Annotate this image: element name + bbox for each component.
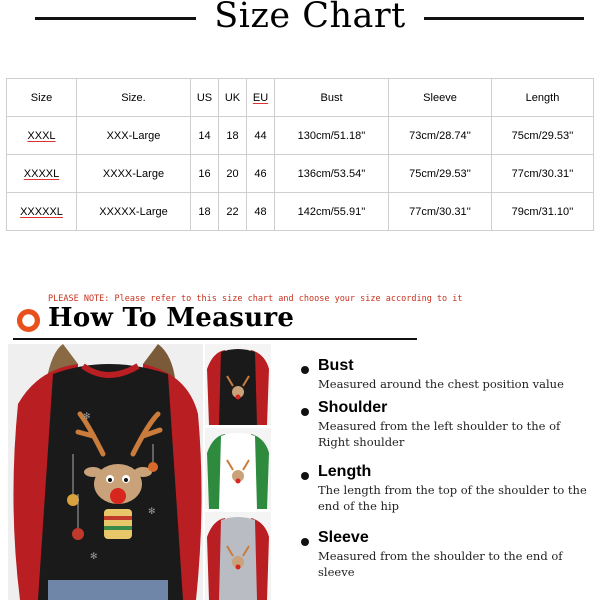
table-cell: 75cm/29.53'' <box>389 155 492 193</box>
table-cell <box>7 155 77 193</box>
sweatshirt-thumb-grey <box>205 512 271 600</box>
sweatshirt-thumb-green <box>205 428 271 509</box>
measure-description: Measured from the shoulder to the end of sleeve <box>318 549 563 579</box>
product-thumbnail-grey[interactable] <box>205 512 271 600</box>
svg-text:✻: ✻ <box>148 507 156 517</box>
table-cell: XXX-Large <box>77 117 191 155</box>
bullet-dot-icon <box>301 472 309 480</box>
table-cell: 48 <box>247 193 275 231</box>
heading-underline <box>13 338 417 340</box>
table-row <box>7 155 594 193</box>
size-code: XXXXXL <box>20 205 63 218</box>
header-cell: UK <box>219 79 247 117</box>
header-cell: Bust <box>275 79 389 117</box>
table-cell <box>7 193 77 231</box>
table-cell: 16 <box>191 155 219 193</box>
size-code: XXXXL <box>23 167 60 180</box>
title-rule-left <box>35 17 196 20</box>
measure-label: Bust <box>318 357 354 374</box>
table-cell: 22 <box>219 193 247 231</box>
target-circle-icon <box>16 308 41 333</box>
size-chart-header <box>0 0 600 40</box>
bullet-dot-icon <box>301 538 309 546</box>
product-photo-main <box>8 344 203 600</box>
header-cell <box>247 79 275 117</box>
sweatshirt-thumb-red <box>205 344 271 425</box>
table-header-row <box>7 79 594 117</box>
table-cell: 130cm/51.18'' <box>275 117 389 155</box>
size-code: XXXL <box>27 129 56 142</box>
table-cell: XXXX-Large <box>77 155 191 193</box>
size-table <box>6 78 594 231</box>
table-cell: 79cm/31.10'' <box>492 193 594 231</box>
table-cell: 75cm/29.53'' <box>492 117 594 155</box>
how-to-measure-title: How To Measure <box>48 303 295 333</box>
table-cell: 77cm/30.31'' <box>492 155 594 193</box>
header-cell: Length <box>492 79 594 117</box>
measure-description: The length from the top of the shoulder to the end of the hip <box>318 483 587 513</box>
table-cell: 14 <box>191 117 219 155</box>
table-cell <box>7 117 77 155</box>
table-cell: 46 <box>247 155 275 193</box>
table-cell: 20 <box>219 155 247 193</box>
product-thumbnail-red[interactable] <box>205 344 271 425</box>
header-cell: Size. <box>77 79 191 117</box>
header-cell: US <box>191 79 219 117</box>
sweatshirt-illustration <box>8 344 203 600</box>
size-note: PLEASE NOTE: Please refer to this size chart and choose your size according to it <box>48 294 463 304</box>
table-cell: 44 <box>247 117 275 155</box>
header-cell: Sleeve <box>389 79 492 117</box>
measure-description: Measured around the chest position value <box>318 377 564 391</box>
measure-label: Sleeve <box>318 529 369 546</box>
header-cell-text: EU <box>252 91 269 104</box>
measure-description: Measured from the left shoulder to the of Right shoulder <box>318 419 561 449</box>
measure-label: Length <box>318 463 372 480</box>
product-thumbnail-green[interactable] <box>205 428 271 509</box>
table-cell: 77cm/30.31'' <box>389 193 492 231</box>
header-cell: Size <box>7 79 77 117</box>
svg-text:✻: ✻ <box>83 412 91 422</box>
table-row <box>7 193 594 231</box>
page-title: Size Chart <box>214 0 406 36</box>
svg-text:✻: ✻ <box>90 552 98 562</box>
table-cell: 136cm/53.54'' <box>275 155 389 193</box>
bullet-dot-icon <box>301 366 309 374</box>
title-rule-right <box>424 17 584 20</box>
table-cell: 73cm/28.74'' <box>389 117 492 155</box>
measure-label: Shoulder <box>318 399 388 416</box>
table-cell: 142cm/55.91'' <box>275 193 389 231</box>
table-cell: 18 <box>219 117 247 155</box>
bullet-dot-icon <box>301 408 309 416</box>
table-cell: 18 <box>191 193 219 231</box>
table-row <box>7 117 594 155</box>
table-cell: XXXXX-Large <box>77 193 191 231</box>
